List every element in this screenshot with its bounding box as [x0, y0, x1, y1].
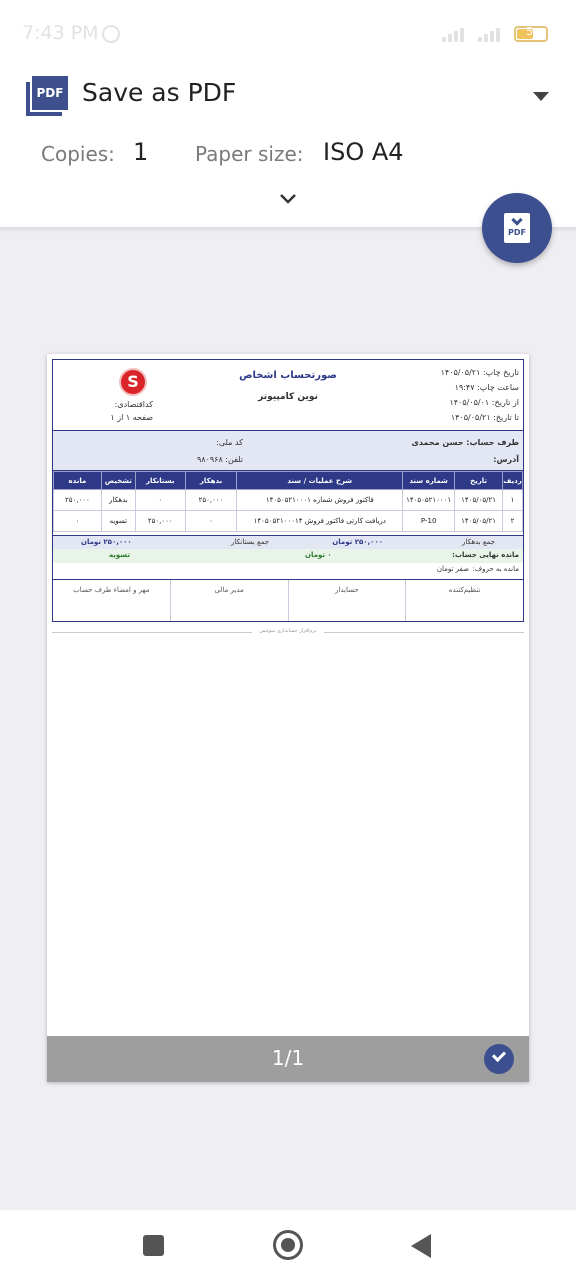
cell-date: ۱۴۰۵/۰۵/۲۱	[455, 511, 503, 532]
col-status: تشخیص	[101, 472, 135, 490]
cell-balance: ۰	[54, 511, 102, 532]
copies-label: Copies:	[41, 142, 115, 166]
paper-size-label: Paper size:	[195, 142, 304, 166]
sum-credit-label: جمع بستانکار	[231, 538, 270, 546]
cell-debit: ۲۵۰,۰۰۰	[185, 490, 237, 511]
company-name: نوین کامپیوتر	[258, 392, 318, 402]
cell-row: ۱	[503, 490, 523, 511]
transactions-table	[53, 471, 523, 532]
col-credit: بستانکار	[135, 472, 185, 490]
sum-debit-label: جمع بدهکار	[461, 538, 495, 546]
statement-document	[52, 359, 524, 622]
cell-doc-number: P-10	[403, 511, 455, 532]
final-balance-label: مانده نهایی حساب:	[452, 551, 519, 559]
table-row	[54, 490, 523, 511]
battery-level: 5	[526, 25, 533, 38]
final-status: تسویه	[109, 551, 131, 559]
from-date: از تاریخ: ۱۴۰۵/۰۵/۰۱	[449, 398, 519, 407]
table-header-row	[54, 472, 523, 490]
col-balance: مانده	[54, 472, 102, 490]
col-debit: بدهکار	[185, 472, 237, 490]
final-balance-row	[53, 549, 523, 563]
status-time: 7:43 PM	[22, 22, 99, 44]
phone: تلفن: ۹۸۰۹۶۸	[196, 455, 243, 464]
pdf-download-icon: PDF	[504, 213, 530, 243]
page-selected-check-icon[interactable]	[484, 1044, 514, 1074]
page-preview[interactable]	[47, 354, 529, 1082]
col-row: ردیف	[503, 472, 523, 490]
economic-code: کداقتصادی:	[114, 400, 153, 409]
cell-status: بدهکار	[101, 490, 135, 511]
balance-words-row	[53, 563, 523, 577]
cell-date: ۱۴۰۵/۰۵/۲۱	[455, 490, 503, 511]
home-button[interactable]	[273, 1230, 303, 1260]
cell-debit: ۰	[185, 511, 237, 532]
signature-preparer: تنظیم‌کننده	[405, 580, 523, 621]
cell-status: تسویه	[101, 511, 135, 532]
document-title: صورتحساب اشخاص	[239, 370, 337, 381]
document-header	[53, 360, 523, 431]
print-options-panel	[0, 60, 576, 228]
page-indicator: 1/1	[271, 1046, 305, 1070]
table-row	[54, 511, 523, 532]
cell-row: ۲	[503, 511, 523, 532]
cell-doc-number: ۱۴۰۵۰۵۲۱۰۰۰۱	[403, 490, 455, 511]
sum-debit-value: ۲۵۰,۰۰۰ تومان	[332, 538, 383, 546]
final-balance-value: ۰ تومان	[305, 551, 332, 559]
account-info	[53, 431, 523, 471]
balance-words-value: صفر تومان	[436, 565, 469, 573]
sum-credit-value: ۲۵۰,۰۰۰ تومان	[81, 538, 132, 546]
pdf-icon: PDF	[26, 76, 68, 116]
company-logo: S	[119, 368, 147, 396]
signature-party: مهر و امضاء طرف حساب	[73, 586, 150, 594]
signatures-row	[53, 579, 523, 621]
address-label: آدرس:	[493, 455, 519, 464]
cell-description: فاکتور فروش شماره ۱۴۰۵۰۵۲۱۰۰۰۱	[237, 490, 403, 511]
national-code: کد ملی:	[216, 438, 243, 447]
balance-words-label: مانده به حروف:	[472, 565, 519, 573]
col-doc-number: شماره سند	[403, 472, 455, 490]
paper-size-selector[interactable]: ISO A4	[323, 138, 404, 166]
page-selection-bar	[47, 1036, 529, 1082]
status-bar	[0, 0, 576, 60]
signal-icon-2	[478, 26, 506, 42]
signal-icon	[442, 26, 470, 42]
signature-accountant: حسابدار	[288, 580, 406, 621]
col-description: شرح عملیات / سند	[237, 472, 403, 490]
download-pdf-button[interactable]	[482, 193, 552, 263]
alarm-icon	[102, 25, 120, 43]
dropdown-arrow-icon[interactable]	[533, 92, 549, 101]
print-time: ساعت چاپ: ۱۹:۴۷	[454, 383, 519, 392]
footer-text: نرم‌افزار حسابداری سوئیس	[259, 628, 317, 634]
col-date: تاریخ	[455, 472, 503, 490]
cell-balance: ۲۵۰,۰۰۰	[54, 490, 102, 511]
account-party: طرف حساب: حسن محمدی	[411, 438, 519, 447]
cell-description: دریافت کارتی فاکتور فروش ۱۴۰۵۰۵۲۱۰۰۰۱۴	[237, 511, 403, 532]
cell-credit: ۰	[135, 490, 185, 511]
print-date: تاریخ چاپ: ۱۴۰۵/۰۵/۲۱	[440, 368, 519, 377]
back-button[interactable]	[411, 1234, 431, 1258]
signature-finance-manager: مدیر مالی	[170, 580, 288, 621]
system-nav-bar	[0, 1210, 576, 1280]
to-date: تا تاریخ: ۱۴۰۵/۰۵/۲۱	[450, 413, 519, 422]
copies-field[interactable]: 1	[133, 138, 149, 166]
recents-button[interactable]	[143, 1235, 164, 1256]
battery-icon	[514, 26, 548, 42]
chevron-down-icon[interactable]	[279, 190, 297, 208]
totals-row	[53, 535, 523, 549]
cell-credit: ۲۵۰,۰۰۰	[135, 511, 185, 532]
page-info: صفحه ۱ از ۱	[110, 413, 153, 422]
document-footer	[52, 628, 524, 636]
printer-selector[interactable]: Save as PDF	[82, 78, 237, 107]
